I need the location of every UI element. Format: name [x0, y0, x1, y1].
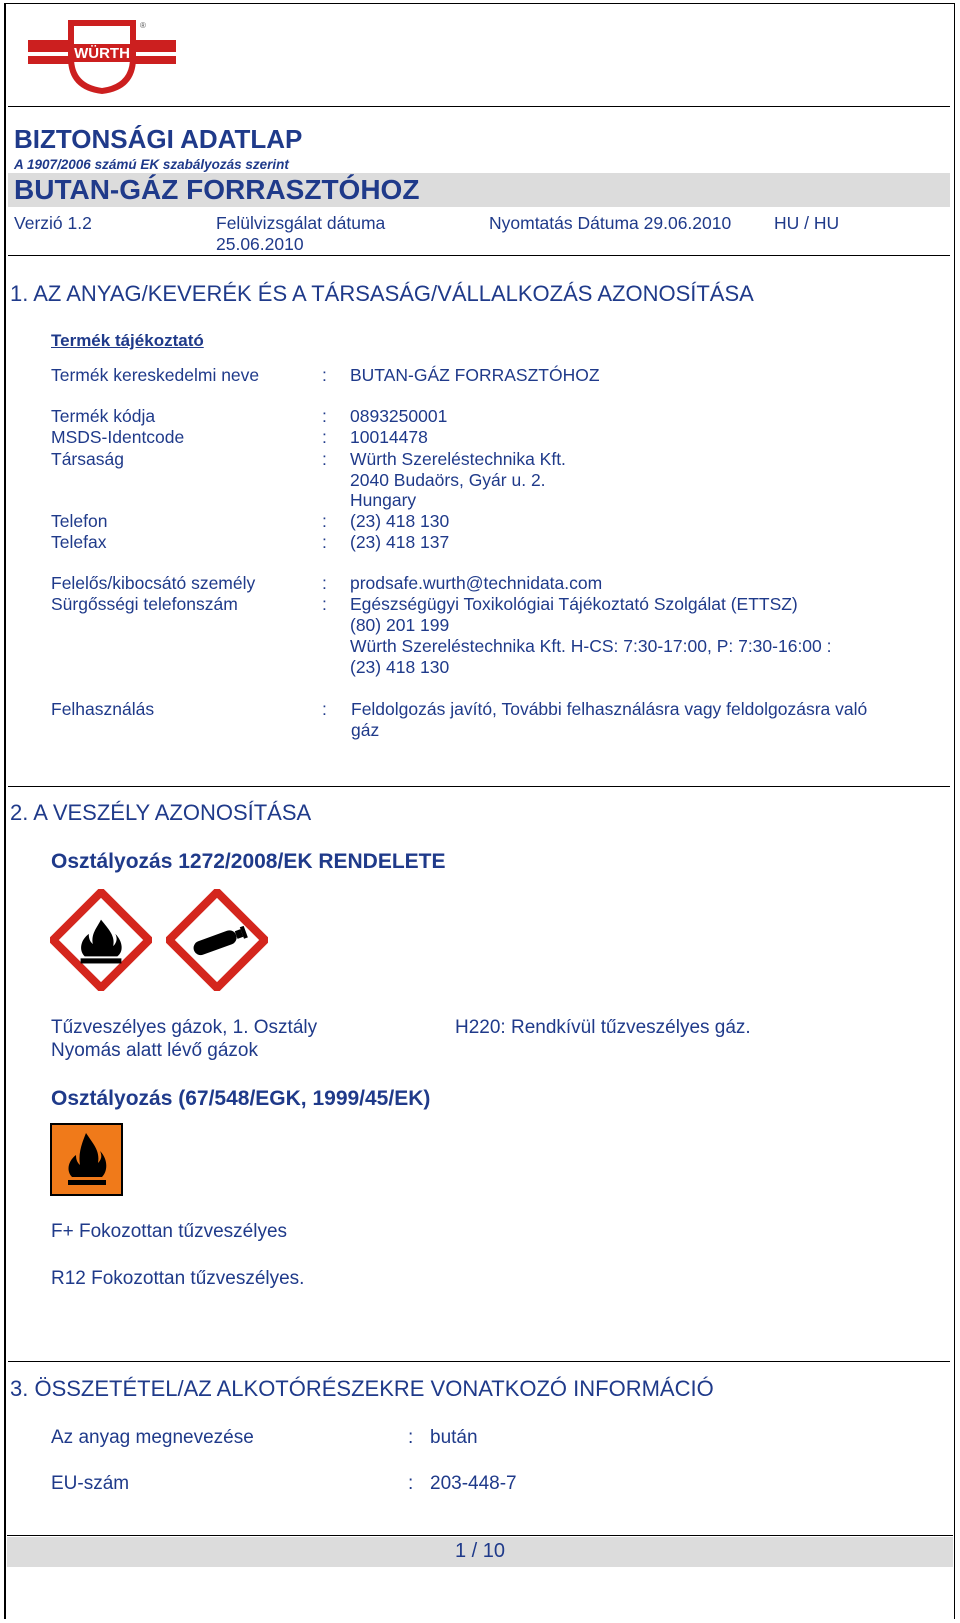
separator: :	[408, 1427, 414, 1448]
usage-label: Felhasználás	[51, 699, 155, 719]
usage-line-1: Feldolgozás javító, További felhasználásra vagy feldolgozásra való	[351, 699, 868, 719]
gas-cylinder-icon	[166, 889, 268, 991]
review-date-label: Felülvizsgálat dátuma	[216, 213, 386, 233]
company-address: 2040 Budaörs, Gyár u. 2.	[350, 470, 546, 490]
product-code-label: Termék kódja	[51, 406, 156, 426]
separator: :	[322, 573, 327, 593]
dsd-classification-heading: Osztályozás (67/548/EGK, 1999/45/EK)	[51, 1087, 431, 1110]
separator: :	[322, 427, 327, 447]
separator: :	[322, 532, 327, 552]
emergency-line-4: (23) 418 130	[350, 657, 450, 677]
phone-value: (23) 418 130	[350, 511, 450, 531]
company-label: Társaság	[51, 449, 124, 469]
dsd-risk-phrase: R12 Fokozottan tűzveszélyes.	[51, 1268, 305, 1289]
separator: :	[408, 1473, 414, 1494]
meta-divider	[8, 255, 950, 256]
section-2-divider	[8, 1361, 950, 1362]
fax-label: Telefax	[51, 532, 107, 552]
company-name: Würth Szereléstechnika Kft.	[350, 449, 566, 469]
responsible-person-label: Felelős/kibocsátó személy	[51, 573, 256, 593]
footer-divider	[7, 1535, 953, 1536]
document-subtitle: A 1907/2006 számú EK szabályozás szerint	[14, 157, 289, 172]
wurth-logo	[28, 18, 176, 96]
language-code: HU / HU	[774, 213, 840, 233]
clp-class-1: Tűzveszélyes gázok, 1. Osztály	[51, 1017, 318, 1038]
separator: :	[322, 406, 327, 426]
svg-text:WÜRTH: WÜRTH	[74, 45, 130, 62]
product-title: BUTAN-GÁZ FORRASZTÓHOZ	[14, 174, 420, 205]
trade-name-value: BUTAN-GÁZ FORRASZTÓHOZ	[350, 365, 600, 385]
phone-label: Telefon	[51, 511, 108, 531]
substance-name-value: bután	[430, 1427, 478, 1448]
separator: :	[322, 365, 327, 385]
flame-icon	[50, 889, 152, 991]
responsible-email[interactable]: prodsafe.wurth@technidata.com	[350, 573, 603, 593]
emergency-phone-label: Sürgősségi telefonszám	[51, 594, 238, 614]
document-title: BIZTONSÁGI ADATLAP	[14, 124, 303, 154]
substance-name-label: Az anyag megnevezése	[51, 1427, 254, 1448]
separator: :	[322, 594, 327, 614]
clp-class-2: Nyomás alatt lévő gázok	[51, 1040, 258, 1061]
msds-identcode-label: MSDS-Identcode	[51, 427, 185, 447]
section-2-heading: 2. A VESZÉLY AZONOSÍTÁSA	[10, 800, 312, 825]
product-code-value: 0893250001	[350, 406, 448, 426]
company-country: Hungary	[350, 490, 417, 510]
separator: :	[322, 511, 327, 531]
header-divider	[8, 106, 950, 107]
print-date: Nyomtatás Dátuma 29.06.2010	[489, 213, 732, 233]
separator: :	[322, 449, 327, 469]
msds-identcode-value: 10014478	[350, 427, 428, 447]
section-1-divider	[8, 786, 950, 787]
emergency-line-1: Egészségügyi Toxikológiai Tájékoztató Szolgálat (ETTSZ)	[350, 594, 798, 614]
clp-classification-heading: Osztályozás 1272/2008/EK RENDELETE	[51, 850, 446, 873]
emergency-line-2: (80) 201 199	[350, 615, 450, 635]
separator: :	[322, 699, 327, 719]
section-3-heading: 3. ÖSSZETÉTEL/AZ ALKOTÓRÉSZEKRE VONATKOZÓ INFORMÁCIÓ	[10, 1376, 714, 1401]
hazard-statement: H220: Rendkívül tűzveszélyes gáz.	[455, 1017, 751, 1038]
page-number: 1 / 10	[454, 1540, 506, 1562]
trade-name-label: Termék kereskedelmi neve	[51, 365, 260, 385]
section-1-heading: 1. AZ ANYAG/KEVERÉK ÉS A TÁRSASÁG/VÁLLALKOZÁS AZONOSÍTÁSA	[10, 281, 754, 306]
flame-orange-icon	[50, 1123, 123, 1196]
emergency-line-3: Würth Szereléstechnika Kft. H-CS: 7:30-17:00, P: 7:30-16:00 :	[350, 636, 832, 656]
svg-text:®: ®	[140, 21, 146, 30]
eu-number-value: 203-448-7	[430, 1473, 517, 1494]
eu-number-label: EU-szám	[51, 1473, 130, 1494]
product-info-subheading: Termék tájékoztató	[51, 331, 204, 350]
dsd-symbol: F+ Fokozottan tűzveszélyes	[51, 1221, 288, 1242]
version-label: Verzió 1.2	[14, 213, 92, 233]
review-date-value: 25.06.2010	[216, 234, 304, 254]
usage-line-2: gáz	[351, 720, 380, 740]
fax-value: (23) 418 137	[350, 532, 450, 552]
